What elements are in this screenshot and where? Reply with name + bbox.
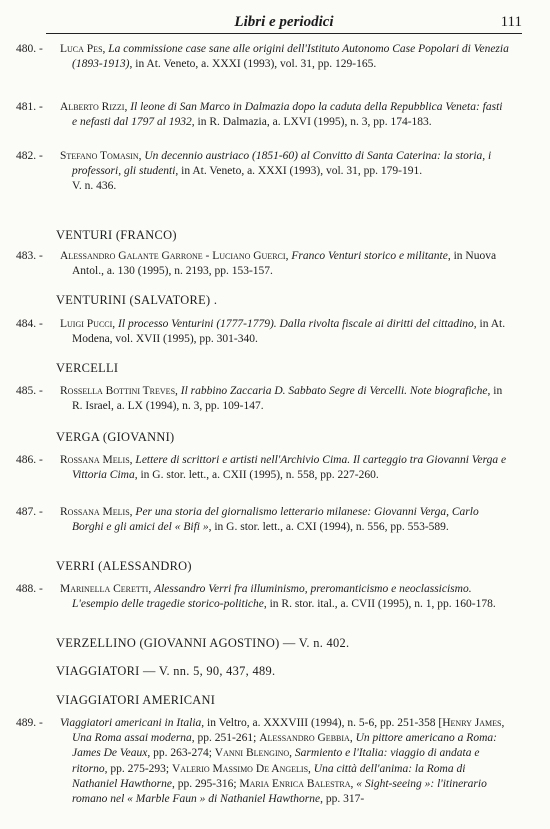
entry-title: Lettere di scrittori e artisti nell'Archivio Cima. Il carteggio tra Giovanni Verga e Vittoria Cima — [72, 454, 507, 482]
bib-entry-486: 486. - Rossana Melis, Lettere di scrittori e artisti nell'Archivio Cima. Il carteggio tra Giovanni Verga e Vittoria Cima, in G. stor. lett., a. CXII (1995), n. 558, pp. 227-260. — [16, 454, 507, 482]
bib-entry-489: 489. - Viaggiatori americani in Italia, in Veltro, a. XXXVIII (1994), n. 5-6, pp. 251-358 [Henry James, Una Roma assai moderna, pp. 251-261; Alessandro Gebbia, Un pittore americano a Roma: James De Veaux, pp. 263-274; Vanni Blengino, Sarmiento e l'Italia: viaggio di andata e ritorno, pp. 275-293; Valerio Massimo De Angelis, Una città dell'anima: la Roma di Nathaniel Hawthorne, pp. 295-316; Maria Enrica Balestra, « Sight-seeing »: l'itinerario romano nel « Marble Faun » di Nathaniel Hawthorne, pp. 317- — [16, 717, 505, 806]
entry-title: Una Roma assai moderna — [72, 732, 192, 745]
entry-author: Vanni Blengino — [214, 747, 290, 760]
entry-source: , in Nuova Antol., a. 130 (1995), n. 2193, pp. 153-157. — [72, 250, 497, 278]
running-title: Libri e periodici — [234, 14, 334, 30]
entry-author: Rossana Melis — [60, 506, 130, 518]
bib-entry-481: 481. - Alberto Rizzi, Il leone di San Marco in Dalmazia dopo la caduta della Repubblica Veneta: fasti e nefasti dal 1797 al 1932, in R. Dalmazia, a. LXVI (1995), n. 3, pp. 174-183. — [16, 101, 503, 129]
entry-title: « Sight-seeing »: l'itinerario romano nel « Marble Faun » di Nathaniel Hawthorne — [72, 777, 487, 806]
entry-author: Luca Pes — [60, 43, 103, 55]
subject-heading-viaggiatori-americani: VIAGGIATORI AMERICANI — [56, 693, 216, 707]
entry-title: Sarmiento e l'Italia: viaggio di andata e ritorno — [72, 747, 480, 775]
entry-number: 483. - — [16, 250, 43, 262]
bib-entry-488: 488. - Marinella Ceretti, Alessandro Verri fra illuminismo, preromanticismo e neoclassicismo. L'esempio delle tragedie storico-politiche, in R. stor. ital., a. CVII (1995), n. 1, pp. 160-178. — [16, 583, 496, 611]
entry-author: Stefano Tomasin — [60, 150, 139, 162]
entry-title: Il rabbino Zaccaria D. Sabbato Segre di Vercelli. Note biografiche — [180, 385, 488, 397]
entry-number: 484. - — [16, 318, 43, 330]
bib-entry-483: 483. - Alessandro Galante Garrone - Luciano Guerci, Franco Venturi storico e militante, in Nuova Antol., a. 130 (1995), n. 2193, pp. 153-157. — [16, 250, 497, 278]
entry-author: Rossella Bottini Treves — [60, 385, 176, 397]
entry-source: , in At. Modena, vol. XVII (1995), pp. 301-340. — [72, 318, 506, 346]
entry-author: Luigi Pucci — [60, 318, 113, 330]
subject-heading-verga: VERGA (GIOVANNI) — [56, 430, 175, 444]
entry-author: Alberto Rizzi — [60, 101, 125, 113]
entry-number: 489. - — [16, 717, 43, 729]
entry-number: 485. - — [16, 385, 43, 397]
subject-heading-verzellino: VERZELLINO (GIOVANNI AGOSTINO) — V. n. 402. — [56, 636, 350, 650]
entry-pages: , pp. 263-274; — [147, 747, 215, 760]
entry-source: , in Veltro, a. XXXVIII (1994), n. 5-6, pp. 251-358 [ — [201, 717, 443, 729]
subject-heading-venturini: VENTURINI (SALVATORE) . — [56, 293, 218, 307]
entry-title: Un pittore americano a Roma: James De Veaux — [72, 732, 497, 760]
bib-entry-482: 482. - Stefano Tomasin, Un decennio austriaco (1851-60) al Convitto di Santa Caterina: la storia, i professori, gli studenti, in At. Veneto, a. XXXI (1993), vol. 31, pp. 179-191. V. n. 436. — [0, 149, 510, 195]
entry-title: La commissione case sane alle origini dell'Istituto Autonomo Case Popolari di Venezia (1893-1913) — [72, 43, 509, 71]
cross-reference: V. n. 436. — [72, 180, 117, 193]
entry-title: Una città dell'anima: la Roma di Nathaniel Hawthorne — [72, 762, 466, 790]
entry-pages: , pp. 317- — [320, 793, 365, 806]
entry-number: 487. - — [16, 506, 43, 518]
entry-number: 481. - — [16, 101, 43, 113]
bib-entry-480: 480. - Luca Pes, La commissione case sane alle origini dell'Istituto Autonomo Case Popolari di Venezia (1893-1913), in At. Veneto, a. XXXI (1993), vol. 31, pp. 129-165. — [16, 43, 509, 71]
entry-author: Valerio Massimo De Angelis — [172, 762, 309, 775]
entry-source: , in G. stor. lett., a. CXI (1994), n. 556, pp. 553-589. — [208, 521, 449, 534]
entry-pages: , pp. 275-293; — [104, 762, 172, 775]
entry-author: Marinella Ceretti — [60, 583, 149, 595]
page-number: 111 — [500, 14, 522, 30]
entry-source: , in R. stor. ital., a. CVII (1995), n. 1, pp. 160-178. — [263, 598, 496, 611]
subject-heading-venturi: VENTURI (FRANCO) — [56, 228, 177, 242]
bib-entry-485: 485. - Rossella Bottini Treves, Il rabbino Zaccaria D. Sabbato Segre di Vercelli. Note biografiche, in R. Israel, a. LX (1994), n. 3, pp. 109-147. — [16, 385, 503, 413]
entry-title: Franco Venturi storico e militante — [291, 250, 448, 262]
entry-source: , in At. Veneto, a. XXXI (1993), vol. 31, pp. 179-191. — [175, 165, 423, 178]
subject-heading-vercelli: VERCELLI — [56, 361, 119, 375]
entry-number: 486. - — [16, 454, 43, 466]
entry-author: Alessandro Galante Garrone - Luciano Guerci — [60, 250, 286, 262]
header-rule — [46, 33, 522, 34]
entry-number: 480. - — [16, 43, 43, 55]
entry-pages: , pp. 251-261; — [191, 732, 260, 745]
entry-pages: , pp. 295-316; — [172, 777, 240, 790]
running-header — [46, 12, 522, 34]
bib-entry-487: 487. - Rossana Melis, Per una storia del giornalismo letterario milanese: Giovanni Verga, Carlo Borghi e gli amici del « Bifi », in G. stor. lett., a. CXI (1994), n. 556, pp. 553-589. — [16, 506, 479, 534]
entry-number: 488. - — [16, 583, 43, 595]
entry-author: Rossana Melis — [60, 454, 130, 466]
subject-heading-viaggiatori: VIAGGIATORI — V. nn. 5, 90, 437, 489. — [56, 664, 276, 678]
entry-title: Un decennio austriaco (1851-60) al Convitto di Santa Caterina: la storia, i professori, gli studenti — [72, 150, 492, 178]
subject-heading-verri: VERRI (ALESSANDRO) — [56, 559, 192, 573]
entry-title: Viaggiatori americani in Italia — [60, 717, 202, 729]
entry-number: 482. - — [16, 150, 43, 162]
entry-source: , in At. Veneto, a. XXXI (1993), vol. 31, pp. 129-165. — [129, 58, 377, 71]
bib-entry-484: 484. - Luigi Pucci, Il processo Venturini (1777-1779). Dalla rivolta fiscale ai diritti del cittadino, in At. Modena, vol. XVII (1995), pp. 301-340. — [16, 318, 506, 346]
entry-source: , in R. Israel, a. LX (1994), n. 3, pp. 109-147. — [72, 385, 503, 413]
entry-title: Il processo Venturini (1777-1779). Dalla rivolta fiscale ai diritti del cittadino — [118, 318, 474, 330]
entry-title: Per una storia del giornalismo letterario milanese: Giovanni Verga, Carlo Borghi e gli amici del « Bifi » — [72, 506, 479, 534]
entry-author: Maria Enrica Balestra — [239, 777, 351, 790]
entry-author: Alessandro Gebbia — [259, 732, 350, 745]
entry-source: , in R. Dalmazia, a. LXVI (1995), n. 3, pp. 174-183. — [191, 116, 432, 129]
entry-author: Henry James — [442, 717, 502, 729]
entry-source: , in G. stor. lett., a. CXII (1995), n. 558, pp. 227-260. — [134, 469, 379, 482]
entry-title: Alessandro Verri fra illuminismo, preromanticismo e neoclassicismo. L'esempio delle tragedie storico-politiche — [72, 583, 472, 611]
entry-title: Il leone di San Marco in Dalmazia dopo la caduta della Repubblica Veneta: fasti e nefasti dal 1797 al 1932 — [72, 101, 503, 129]
